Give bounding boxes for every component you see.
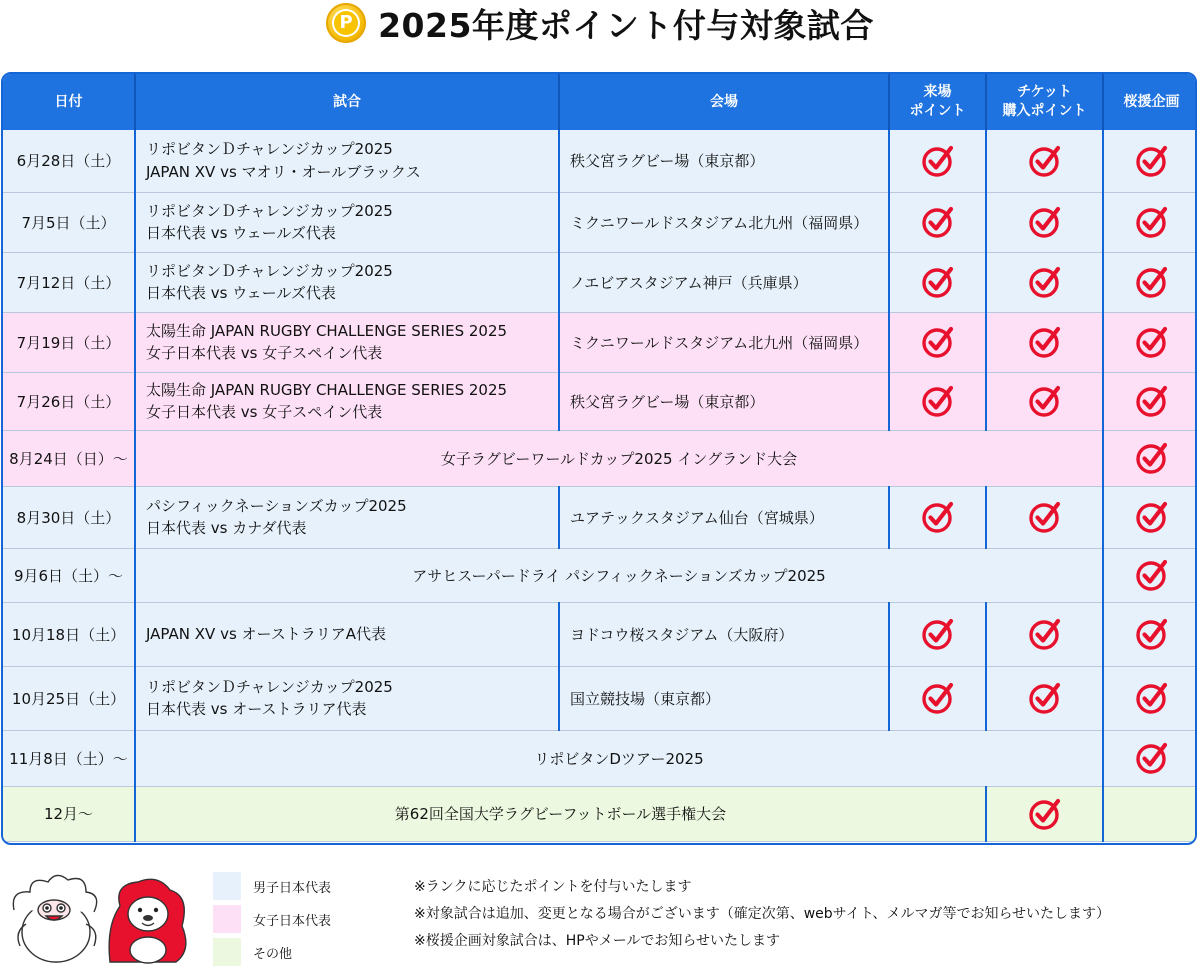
- header-date: 日付: [3, 74, 135, 130]
- check-icon: [1135, 384, 1169, 418]
- check-icon: [921, 384, 955, 418]
- support-cell: [1103, 486, 1197, 548]
- row-event: リポビタンDツアー2025: [135, 730, 1103, 786]
- check-icon: [1135, 205, 1169, 239]
- row-match: リポビタンＤチャレンジカップ2025 日本代表 vs ウェールズ代表: [135, 192, 559, 252]
- row-date: 10月18日（土）: [3, 602, 135, 666]
- row-event: 第62回全国大学ラグビーフットボール選手権大会: [135, 786, 986, 841]
- ticket-point-cell: [986, 602, 1103, 666]
- table-row: [3, 602, 1197, 666]
- header-ticket-point: チケット 購入ポイント: [986, 74, 1103, 130]
- check-icon: [1135, 617, 1169, 651]
- ticket-point-cell: [986, 312, 1103, 372]
- legend-item-other: [213, 938, 331, 966]
- row-venue: 秩父宮ラグビー場（東京都）: [559, 372, 889, 430]
- check-icon: [1135, 741, 1169, 775]
- table-row: [3, 372, 1197, 430]
- row-match: 太陽生命 JAPAN RUGBY CHALLENGE SERIES 2025 女子日本代表 vs 女子スペイン代表: [135, 372, 559, 430]
- support-cell: [1103, 312, 1197, 372]
- row-date: 11月8日（土）～: [3, 730, 135, 786]
- check-icon: [1135, 558, 1169, 592]
- visit-point-cell: [889, 130, 986, 192]
- legend-label: 女子日本代表: [253, 913, 332, 929]
- table-header-row: [3, 74, 1197, 130]
- support-cell: [1103, 548, 1197, 602]
- check-icon: [1135, 681, 1169, 715]
- row-venue: 秩父宮ラグビー場（東京都）: [559, 130, 889, 192]
- check-icon: [921, 325, 955, 359]
- check-icon: [1135, 144, 1169, 178]
- page-title-bar: [0, 0, 1200, 46]
- visit-point-cell: [889, 372, 986, 430]
- row-match: リポビタンＤチャレンジカップ2025 日本代表 vs ウェールズ代表: [135, 252, 559, 312]
- row-date: 10月25日（土）: [3, 666, 135, 730]
- ticket-point-cell: [986, 372, 1103, 430]
- row-date: 12月～: [3, 786, 135, 841]
- schedule-table: [3, 74, 1197, 842]
- check-icon: [921, 265, 955, 299]
- check-icon: [1028, 500, 1062, 534]
- check-icon: [1135, 265, 1169, 299]
- ticket-point-cell: [986, 486, 1103, 548]
- row-match: パシフィックネーションズカップ2025 日本代表 vs カナダ代表: [135, 486, 559, 548]
- table-row: [3, 312, 1197, 372]
- check-icon: [1028, 325, 1062, 359]
- legend-swatch: [213, 872, 241, 900]
- check-icon: [921, 681, 955, 715]
- legend-swatch: [213, 905, 241, 933]
- red-mascot-icon: [109, 879, 186, 963]
- point-coin-icon: [326, 3, 366, 43]
- row-venue: ミクニワールドスタジアム北九州（福岡県）: [559, 192, 889, 252]
- check-icon: [1028, 205, 1062, 239]
- table-row: [3, 130, 1197, 192]
- row-date: 7月12日（土）: [3, 252, 135, 312]
- visit-point-cell: [889, 192, 986, 252]
- row-venue: ミクニワールドスタジアム北九州（福岡県）: [559, 312, 889, 372]
- visit-point-cell: [889, 312, 986, 372]
- check-icon: [1028, 265, 1062, 299]
- page-title: 2025年度ポイント付与対象試合: [378, 5, 874, 45]
- row-match: リポビタンＤチャレンジカップ2025 JAPAN XV vs マオリ・オールブラックス: [135, 130, 559, 192]
- notes: [414, 874, 1110, 955]
- row-venue: ヨドコウ桜スタジアム（大阪府）: [559, 602, 889, 666]
- white-mascot-icon: [13, 875, 96, 962]
- support-cell: [1103, 372, 1197, 430]
- note-line: ※桜援企画対象試合は、HPやメールでお知らせいたします: [414, 933, 780, 949]
- support-cell: [1103, 602, 1197, 666]
- table-row: [3, 548, 1197, 602]
- check-icon: [921, 617, 955, 651]
- check-icon: [921, 205, 955, 239]
- check-icon: [1028, 797, 1062, 831]
- support-cell: [1103, 130, 1197, 192]
- row-date: 8月30日（土）: [3, 486, 135, 548]
- coin-letter: P: [332, 9, 360, 37]
- table-row: [3, 430, 1197, 486]
- row-venue: 国立競技場（東京都）: [559, 666, 889, 730]
- row-venue: ノエビアスタジアム神戸（兵庫県）: [559, 252, 889, 312]
- ticket-point-cell: [986, 786, 1103, 841]
- ticket-point-cell: [986, 666, 1103, 730]
- check-icon: [921, 144, 955, 178]
- table-row: [3, 786, 1197, 841]
- ticket-point-cell: [986, 252, 1103, 312]
- visit-point-cell: [889, 486, 986, 548]
- ticket-point-cell: [986, 130, 1103, 192]
- legend-item-men: [213, 872, 331, 900]
- check-icon: [1135, 441, 1169, 475]
- visit-point-cell: [889, 602, 986, 666]
- header-venue: 会場: [559, 74, 889, 130]
- row-date: 7月19日（土）: [3, 312, 135, 372]
- rugby-mascots-illustration: [6, 866, 196, 966]
- check-icon: [921, 500, 955, 534]
- table-row: [3, 252, 1197, 312]
- check-icon: [1135, 500, 1169, 534]
- legend-label: 男子日本代表: [253, 880, 332, 896]
- row-match: 太陽生命 JAPAN RUGBY CHALLENGE SERIES 2025 女子日本代表 vs 女子スペイン代表: [135, 312, 559, 372]
- row-match: リポビタンＤチャレンジカップ2025 日本代表 vs オーストラリア代表: [135, 666, 559, 730]
- row-date: 7月26日（土）: [3, 372, 135, 430]
- check-icon: [1028, 384, 1062, 418]
- row-venue: ユアテックスタジアム仙台（宮城県）: [559, 486, 889, 548]
- support-cell: [1103, 430, 1197, 486]
- table-row: [3, 486, 1197, 548]
- row-date: 9月6日（土）～: [3, 548, 135, 602]
- support-cell: [1103, 192, 1197, 252]
- support-cell: [1103, 252, 1197, 312]
- legend-label: その他: [253, 946, 293, 962]
- table-row: [3, 192, 1197, 252]
- check-icon: [1028, 681, 1062, 715]
- note-line: ※ランクに応じたポイントを付与いたします: [414, 879, 692, 895]
- row-event: アサヒスーパードライ パシフィックネーションズカップ2025: [135, 548, 1103, 602]
- table-row: [3, 730, 1197, 786]
- check-icon: [1028, 144, 1062, 178]
- support-cell: [1103, 786, 1197, 841]
- header-match: 試合: [135, 74, 559, 130]
- legend-item-women: [213, 905, 331, 933]
- header-support: 桜援企画: [1103, 74, 1197, 130]
- schedule-table-frame: [1, 72, 1197, 845]
- note-line: ※対象試合は追加、変更となる場合がございます（確定次第、webサイト、メルマガ等でお知らせいたします）: [414, 906, 1111, 922]
- support-cell: [1103, 666, 1197, 730]
- header-visit-point: 来場 ポイント: [889, 74, 986, 130]
- check-icon: [1135, 325, 1169, 359]
- table-row: [3, 666, 1197, 730]
- visit-point-cell: [889, 252, 986, 312]
- row-date: 6月28日（土）: [3, 130, 135, 192]
- row-date: 8月24日（日）～: [3, 430, 135, 486]
- row-match: JAPAN XV vs オーストラリアA代表: [135, 602, 559, 666]
- support-cell: [1103, 730, 1197, 786]
- check-icon: [1028, 617, 1062, 651]
- ticket-point-cell: [986, 192, 1103, 252]
- legend-swatch: [213, 938, 241, 966]
- visit-point-cell: [889, 666, 986, 730]
- row-date: 7月5日（土）: [3, 192, 135, 252]
- row-event: 女子ラグビーワールドカップ2025 イングランド大会: [135, 430, 1103, 486]
- color-legend: [213, 872, 331, 971]
